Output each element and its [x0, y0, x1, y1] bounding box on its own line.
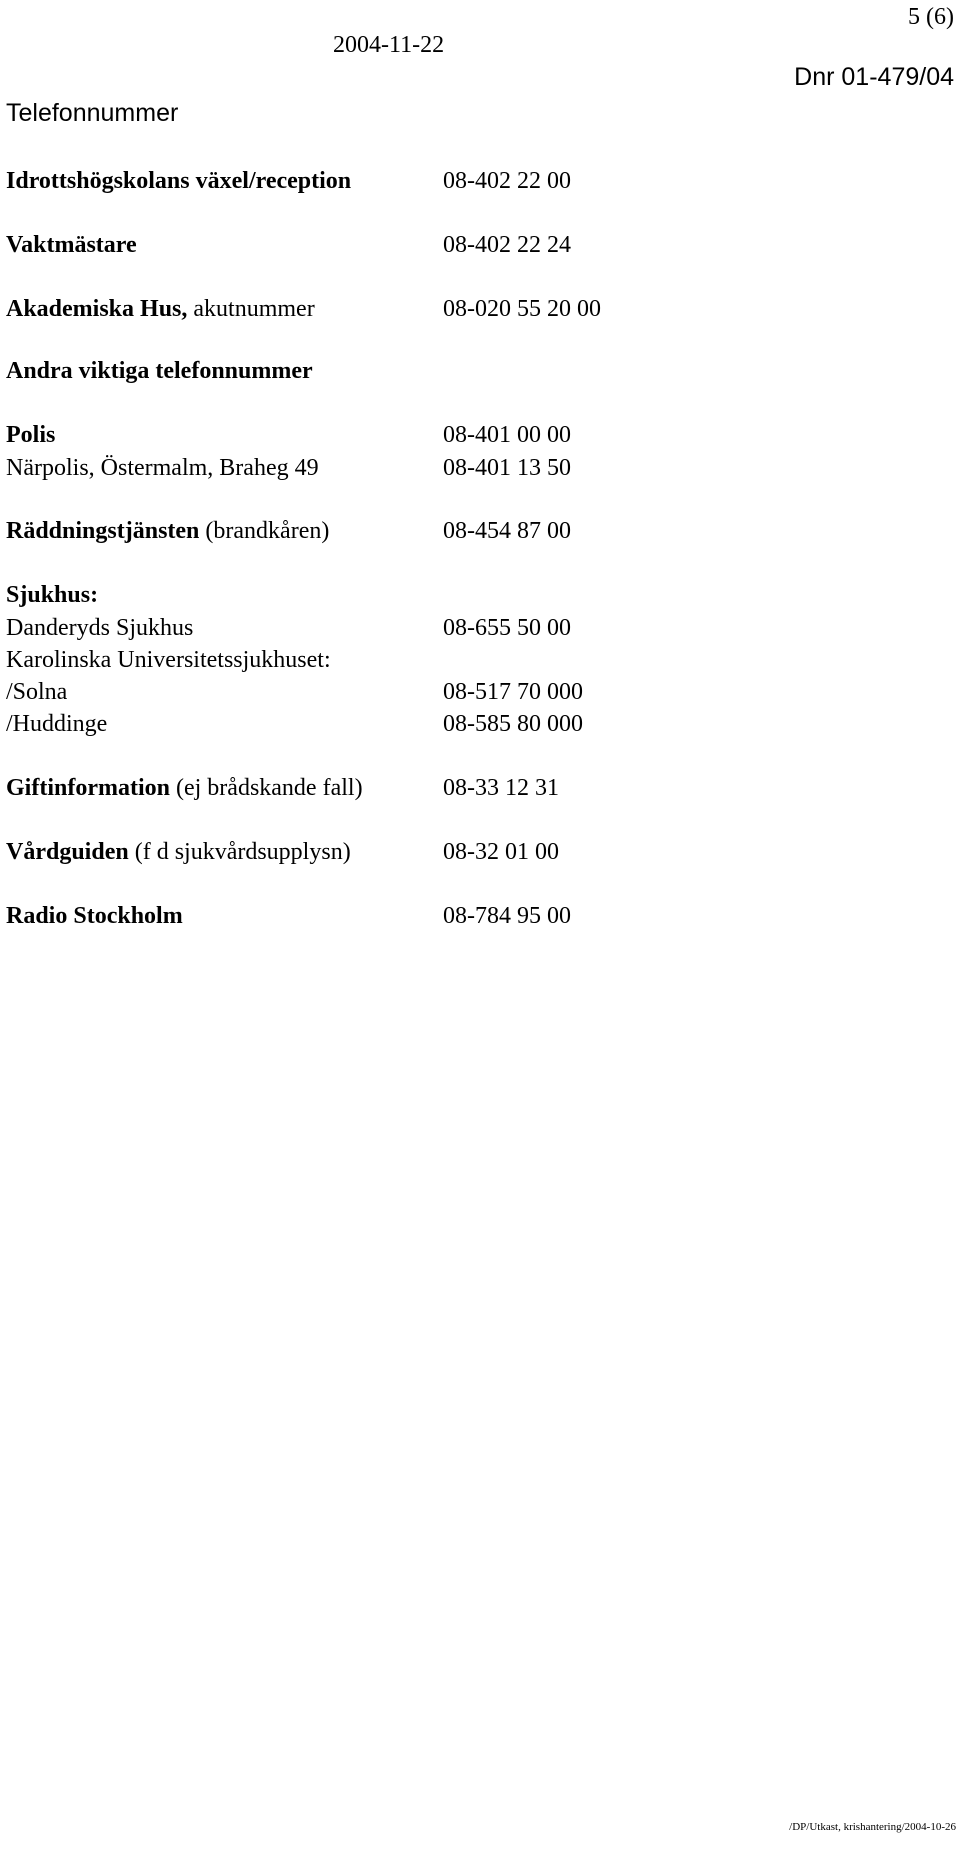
phone-label: Polis — [6, 422, 56, 448]
phone-label: /Huddinge — [6, 711, 108, 737]
phone-label-bold: Giftinformation — [6, 775, 170, 801]
phone-label-rest: (brandkåren) — [199, 518, 330, 544]
phone-number: 08-585 80 000 — [443, 711, 583, 737]
phone-number: 08-454 87 00 — [443, 518, 571, 544]
phone-row-vaktmastare — [0, 230, 960, 260]
phone-number: 08-32 01 00 — [443, 839, 559, 865]
phone-row-huddinge — [0, 709, 960, 739]
phone-number: 08-402 22 24 — [443, 232, 571, 258]
phone-row-polis — [0, 420, 960, 450]
phone-label — [6, 837, 351, 867]
phone-label-bold: Räddningstjänsten — [6, 518, 200, 544]
phone-row-vardguiden — [0, 837, 960, 867]
phone-label: Närpolis, Östermalm, Braheg 49 — [6, 455, 319, 481]
phone-row-gift — [0, 773, 960, 803]
footer-path: /DP/Utkast, krishantering/2004-10-26 — [789, 1821, 956, 1833]
phone-number: 08-517 70 000 — [443, 679, 583, 705]
section-heading-andra — [0, 356, 960, 386]
phone-row-raddning — [0, 516, 960, 546]
page-number: 5 (6) — [908, 4, 954, 30]
phone-label: Danderyds Sjukhus — [6, 615, 194, 641]
document-number: Dnr 01-479/04 — [794, 63, 954, 91]
document-date: 2004-11-22 — [333, 32, 445, 58]
phone-label-bold: Akademiska Hus, — [6, 296, 188, 322]
phone-row-solna — [0, 677, 960, 707]
phone-label: Vaktmästare — [6, 232, 137, 258]
phone-number: 08-784 95 00 — [443, 903, 571, 929]
phone-number: 08-33 12 31 — [443, 775, 559, 801]
phone-label-rest: (f d sjukvårdsupplysn) — [128, 839, 351, 865]
phone-number: 08-401 13 50 — [443, 455, 571, 481]
phone-label — [6, 294, 315, 324]
phone-label: /Solna — [6, 679, 68, 705]
phone-label — [6, 516, 329, 546]
section-heading: Sjukhus: — [6, 582, 99, 608]
section-heading-sjukhus — [0, 580, 960, 610]
phone-row-radio — [0, 901, 960, 931]
phone-label-rest: akutnummer — [187, 296, 315, 322]
phone-label: Radio Stockholm — [6, 903, 183, 929]
phone-row-akademiska — [0, 294, 960, 324]
phone-label-rest: (ej brådskande fall) — [169, 775, 363, 801]
phone-label: Idrottshögskolans växel/reception — [6, 168, 352, 194]
page-title: Telefonnummer — [6, 99, 179, 127]
phone-row-narpolis — [0, 453, 960, 483]
phone-row-vaxel — [0, 166, 960, 196]
phone-label — [6, 773, 363, 803]
phone-number: 08-401 00 00 — [443, 422, 571, 448]
section-heading: Andra viktiga telefonnummer — [6, 358, 313, 384]
phone-row-karolinska — [0, 645, 960, 675]
phone-number: 08-655 50 00 — [443, 615, 571, 641]
phone-label-bold: Vårdguiden — [6, 839, 129, 865]
phone-number: 08-402 22 00 — [443, 168, 571, 194]
phone-number: 08-020 55 20 00 — [443, 296, 601, 322]
phone-row-danderyd — [0, 613, 960, 643]
phone-label: Karolinska Universitetssjukhuset: — [6, 647, 331, 673]
